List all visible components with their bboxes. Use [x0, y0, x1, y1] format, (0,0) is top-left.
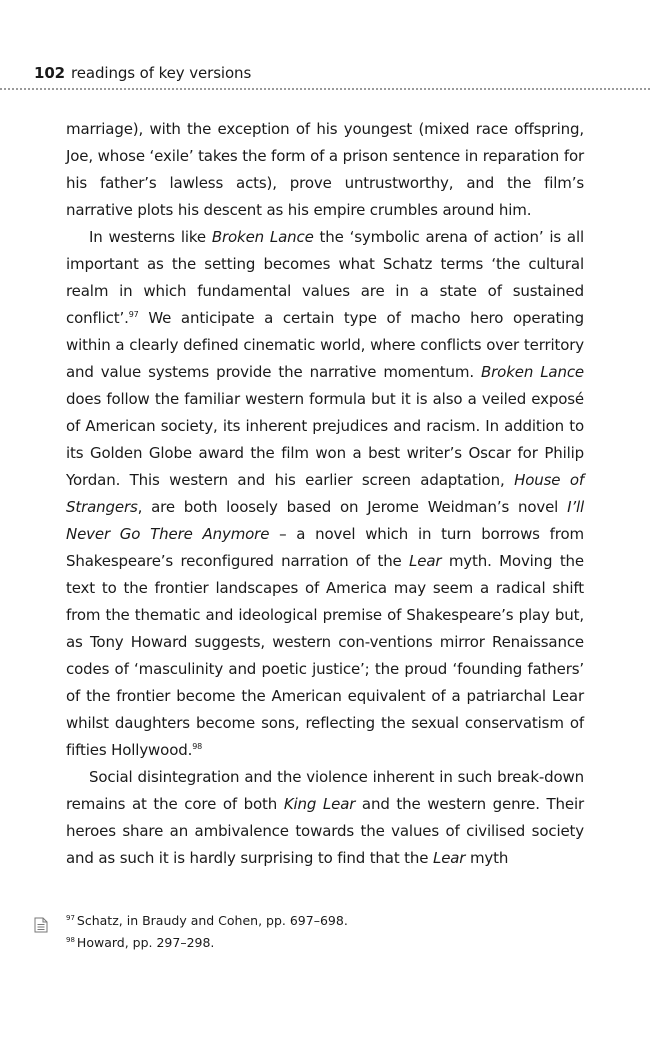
- novel-title: I’ll Never Go There Anymore: [66, 498, 584, 543]
- footnote-ref-97[interactable]: 97: [128, 310, 139, 319]
- paragraph-2: [66, 224, 584, 764]
- film-title: House of Strangers: [66, 471, 584, 516]
- text-run: , are both loosely based on Jerome Weidman’s novel: [137, 498, 568, 516]
- play-title: Lear: [432, 849, 466, 867]
- footnote-ref-98[interactable]: 98: [192, 742, 203, 751]
- body-text: [66, 116, 584, 872]
- text-run: does follow the familiar western formula but it is also a veiled exposé of American society, its inherent prejudices and racism. In addition to its Golden Globe award the film won a best writer’s Oscar for Philip Yordan. This western and his earlier screen adaptation,: [66, 390, 584, 489]
- text-run: We anticipate a certain type of macho hero operating within a clearly defined cinematic world, where conflicts over territory and value systems provide the narrative momentum.: [66, 309, 584, 381]
- text-run: the ‘symbolic arena of action’ is all important as the setting becomes what Schatz terms ‘the cultural realm in which fundamental values are in a state of sustained conflict’.: [66, 228, 585, 327]
- note-page-icon: [34, 917, 48, 933]
- paragraph-1-text: marriage), with the exception of his youngest (mixed race offspring, Joe, whose ‘exile’ takes the form of a prison sentence in reparation for his father’s lawless acts), prove untrustworthy, and the film’s narrative plots his descent as his empire crumbles around him.: [66, 120, 584, 219]
- footnote-text: Schatz, in Braudy and Cohen, pp. 697–698.: [76, 913, 348, 928]
- header-divider: [0, 88, 650, 90]
- footnote-mark: 97: [66, 914, 75, 922]
- play-title: Lear: [409, 552, 442, 570]
- paragraph-1: [66, 116, 584, 224]
- text-run: myth: [465, 849, 509, 867]
- footnotes: [66, 910, 586, 954]
- text-run: In westerns like: [89, 228, 212, 246]
- running-head: [34, 64, 251, 82]
- text-run: – a novel which in turn borrows from Shakespeare’s reconfigured narration of the: [66, 525, 584, 570]
- film-title: Broken Lance: [211, 228, 314, 246]
- paragraph-3: [66, 764, 584, 872]
- footnote-97: [66, 910, 586, 932]
- film-title: Broken Lance: [481, 363, 584, 381]
- footnote-mark: 98: [66, 936, 75, 944]
- footnote-98: [66, 932, 586, 954]
- footnote-text: Howard, pp. 297–298.: [76, 935, 215, 950]
- running-title: readings of key versions: [71, 64, 252, 82]
- text-run: myth. Moving the text to the frontier landscapes of America may seem a radical shift from the thematic and ideological premise of Shakespeare’s play but, as Tony Howard suggests, western con-ventions mirror Renaissance codes of ‘masculinity and poetic justice’; the proud ‘founding fathers’ of the frontier become the American equivalent of a patriarchal Lear whilst daughters become sons, reflecting the sexual conservatism of fifties Hollywood.: [66, 552, 584, 759]
- play-title: King Lear: [283, 795, 356, 813]
- text-run: and the western genre. Their heroes share an ambivalence towards the values of civilised society and as such it is hardly surprising to find that the: [66, 795, 585, 867]
- text-run: Social disintegration and the violence inherent in such break-down remains at the core of both: [66, 768, 584, 813]
- page-number: 102: [34, 64, 66, 82]
